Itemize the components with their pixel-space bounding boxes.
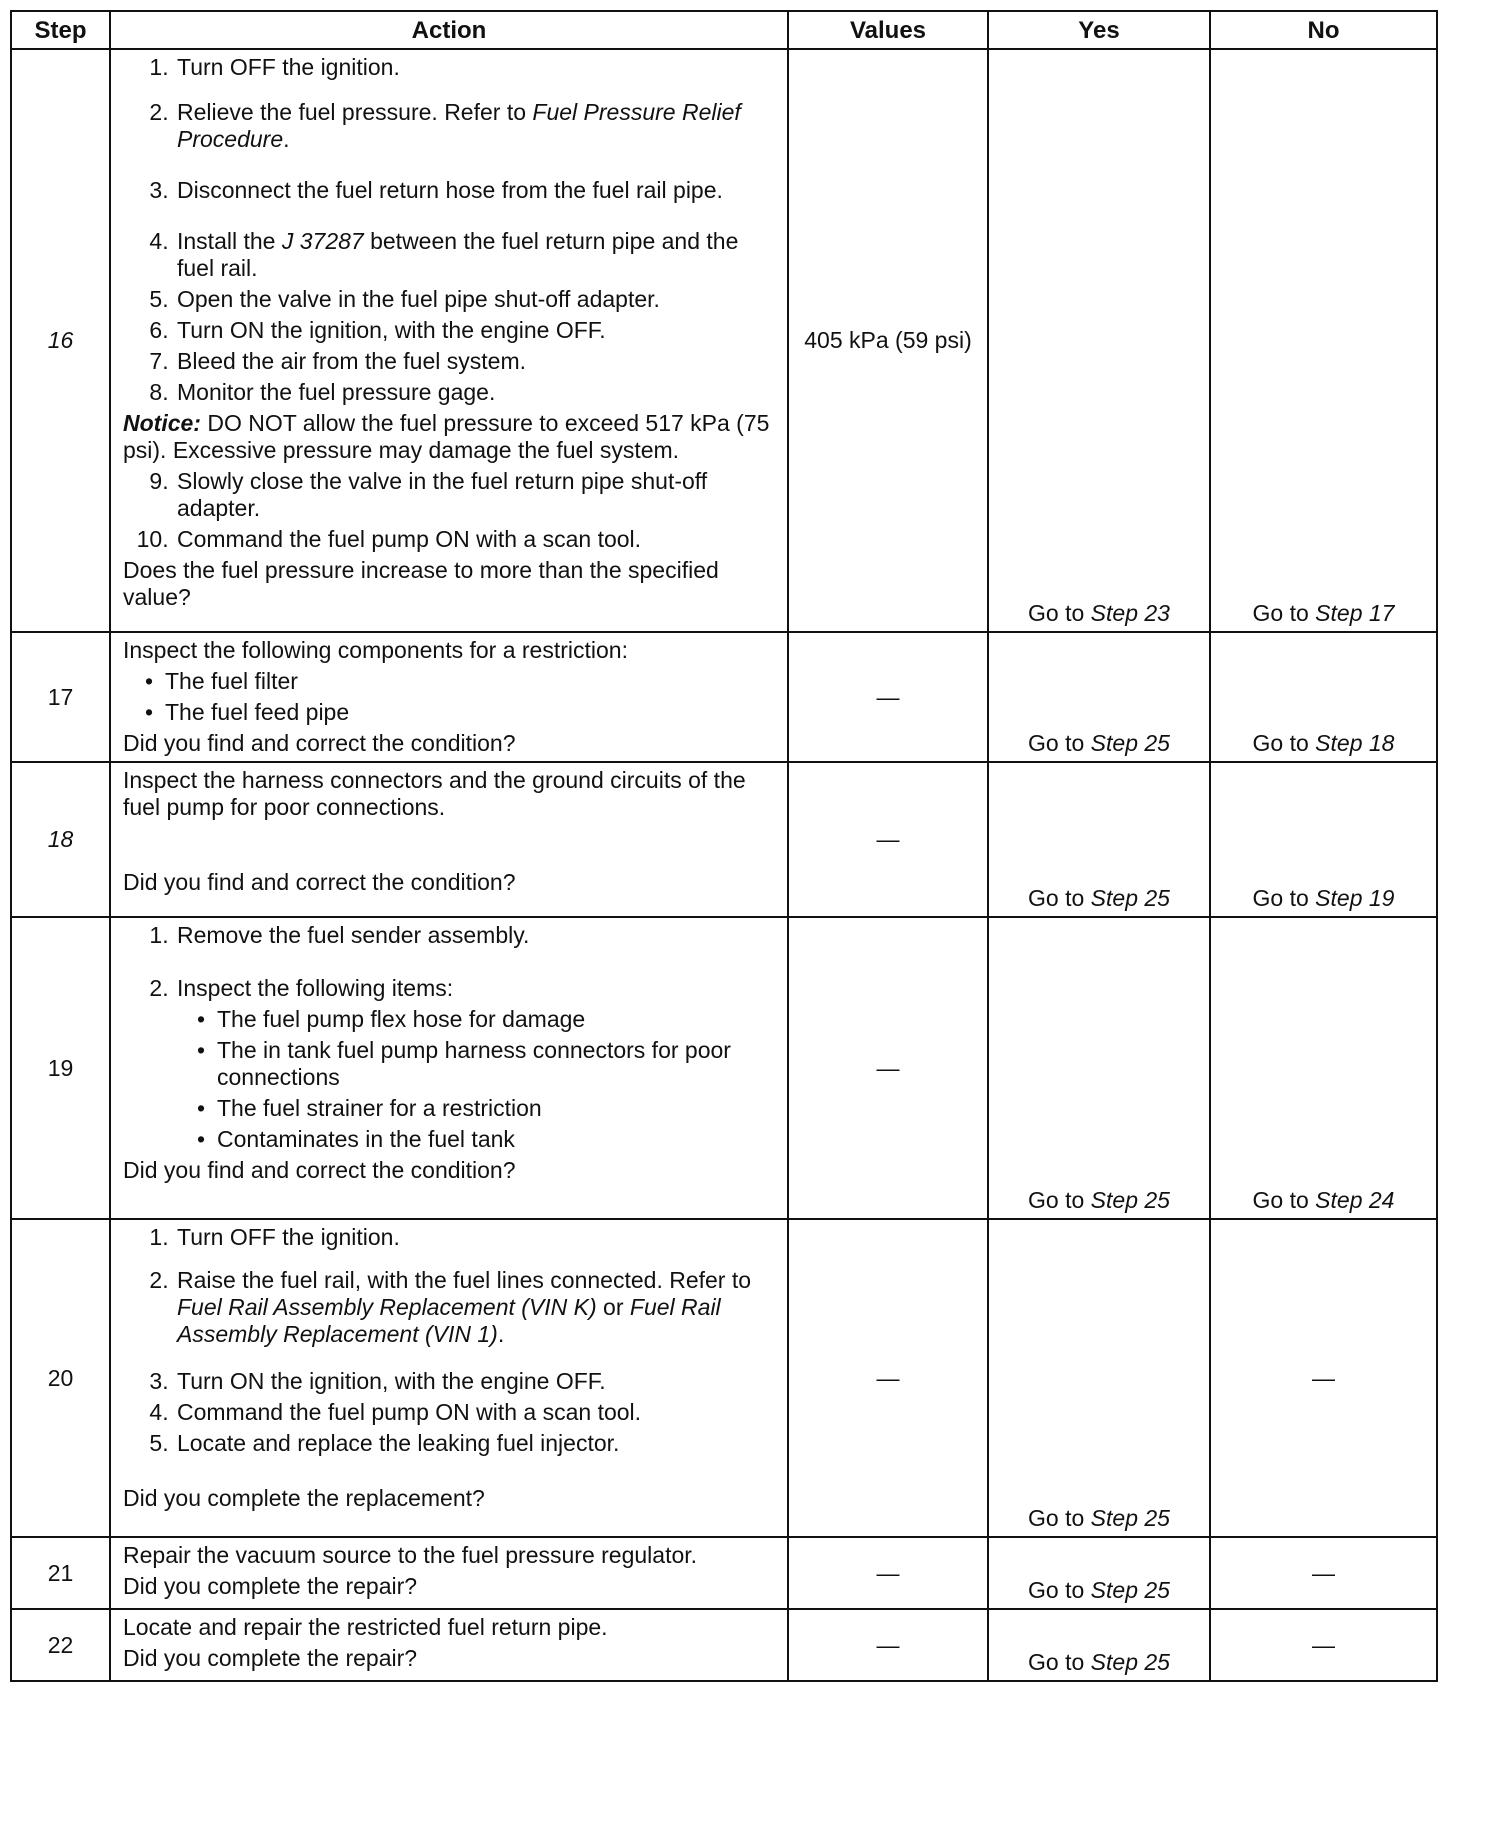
- bullet-item: • The fuel feed pipe: [165, 699, 779, 726]
- action-text: Inspect the following components for a restriction:: [123, 637, 628, 663]
- action-step: 4. Install the J 37287 between the fuel return pipe and the fuel rail.: [175, 228, 779, 282]
- header-no: No: [1210, 11, 1437, 49]
- action-step: 3. Disconnect the fuel return hose from the fuel rail pipe.: [175, 177, 779, 204]
- no-goto: —: [1210, 1219, 1437, 1537]
- step-number: 18: [11, 762, 110, 917]
- no-goto: Go to Step 17: [1210, 49, 1437, 632]
- yes-goto: Go to Step 25: [988, 1609, 1210, 1681]
- header-row: [11, 11, 1437, 49]
- bullet-list: [123, 668, 779, 726]
- step-number: 16: [11, 49, 110, 632]
- notice-label: Notice:: [123, 410, 201, 436]
- question: Did you find and correct the condition?: [123, 730, 516, 756]
- value: —: [788, 1609, 988, 1681]
- action-text: Locate and repair the restricted fuel return pipe.: [123, 1614, 608, 1640]
- table-row-step-17: [11, 632, 1437, 762]
- step-number: 17: [11, 632, 110, 762]
- action-steps: [123, 922, 779, 1002]
- step-number: 19: [11, 917, 110, 1219]
- action-steps: [123, 1224, 779, 1457]
- table-row-step-18: [11, 762, 1437, 917]
- yes-goto: Go to Step 25: [988, 1537, 1210, 1609]
- action-step: 2. Relieve the fuel pressure. Refer to Fuel Pressure Relief Procedure.: [175, 99, 779, 153]
- action-cell: [110, 1219, 788, 1537]
- action-step: 7. Bleed the air from the fuel system.: [175, 348, 779, 375]
- action-text: Repair the vacuum source to the fuel pressure regulator.: [123, 1542, 698, 1568]
- header-action: Action: [110, 11, 788, 49]
- bullet-list: [123, 1006, 779, 1153]
- value: —: [788, 762, 988, 917]
- question: Did you find and correct the condition?: [123, 869, 516, 895]
- question: Did you find and correct the condition?: [123, 1157, 516, 1183]
- action-step: 9. Slowly close the valve in the fuel return pipe shut-off adapter.: [175, 468, 779, 522]
- table-row-step-21: [11, 1537, 1437, 1609]
- question: Did you complete the repair?: [123, 1645, 418, 1671]
- question: Did you complete the replacement?: [123, 1485, 485, 1511]
- step-number: 21: [11, 1537, 110, 1609]
- action-cell: [110, 1609, 788, 1681]
- bullet-item: • The fuel filter: [165, 668, 779, 695]
- header-yes: Yes: [988, 11, 1210, 49]
- action-step: 2. Inspect the following items:: [175, 975, 779, 1002]
- no-goto: —: [1210, 1609, 1437, 1681]
- bullet-item: • The in tank fuel pump harness connectors for poor connections: [217, 1037, 779, 1091]
- value: —: [788, 917, 988, 1219]
- no-goto: Go to Step 18: [1210, 632, 1437, 762]
- yes-goto: Go to Step 23: [988, 49, 1210, 632]
- value: —: [788, 1537, 988, 1609]
- action-cell: [110, 762, 788, 917]
- action-step: 1. Turn OFF the ignition.: [175, 1224, 779, 1251]
- header-step: Step: [11, 11, 110, 49]
- action-cell: [110, 632, 788, 762]
- yes-goto: Go to Step 25: [988, 632, 1210, 762]
- step-number: 22: [11, 1609, 110, 1681]
- question: Did you complete the repair?: [123, 1573, 418, 1599]
- question: Does the fuel pressure increase to more than the specified value?: [123, 557, 719, 610]
- action-step: 8. Monitor the fuel pressure gage.: [175, 379, 779, 406]
- action-cell: [110, 1537, 788, 1609]
- table-row-step-16: [11, 49, 1437, 632]
- bullet-item: • Contaminates in the fuel tank: [217, 1126, 779, 1153]
- table-row-step-19: [11, 917, 1437, 1219]
- bullet-item: • The fuel strainer for a restriction: [217, 1095, 779, 1122]
- action-step: 3. Turn ON the ignition, with the engine OFF.: [175, 1368, 779, 1395]
- value: —: [788, 632, 988, 762]
- yes-goto: Go to Step 25: [988, 762, 1210, 917]
- no-goto: Go to Step 19: [1210, 762, 1437, 917]
- action-cell: [110, 917, 788, 1219]
- bullet-item: • The fuel pump flex hose for damage: [217, 1006, 779, 1033]
- no-goto: Go to Step 24: [1210, 917, 1437, 1219]
- value: 405 kPa (59 psi): [788, 49, 988, 632]
- action-step: 5. Open the valve in the fuel pipe shut-off adapter.: [175, 286, 779, 313]
- action-text: Inspect the harness connectors and the ground circuits of the fuel pump for poor connections.: [123, 767, 746, 820]
- action-steps: [123, 54, 779, 406]
- action-steps: [123, 468, 779, 553]
- table-row-step-22: [11, 1609, 1437, 1681]
- action-step: 1. Turn OFF the ignition.: [175, 54, 779, 81]
- yes-goto: Go to Step 25: [988, 917, 1210, 1219]
- table-row-step-20: [11, 1219, 1437, 1537]
- notice: Notice: DO NOT allow the fuel pressure to exceed 517 kPa (75 psi). Excessive pressure may damage the fuel system.: [123, 410, 770, 463]
- header-values: Values: [788, 11, 988, 49]
- no-goto: —: [1210, 1537, 1437, 1609]
- diagnostic-table: [10, 10, 1438, 1682]
- action-cell: [110, 49, 788, 632]
- action-step: 2. Raise the fuel rail, with the fuel lines connected. Refer to Fuel Rail Assembly Replacement (VIN K) or Fuel Rail Assembly Replacement (VIN 1).: [175, 1267, 779, 1348]
- action-step: 6. Turn ON the ignition, with the engine OFF.: [175, 317, 779, 344]
- yes-goto: Go to Step 25: [988, 1219, 1210, 1537]
- step-number: 20: [11, 1219, 110, 1537]
- value: —: [788, 1219, 988, 1537]
- action-step: 5. Locate and replace the leaking fuel injector.: [175, 1430, 779, 1457]
- action-step: 1. Remove the fuel sender assembly.: [175, 922, 779, 949]
- action-step: 10. Command the fuel pump ON with a scan tool.: [175, 526, 779, 553]
- action-step: 4. Command the fuel pump ON with a scan tool.: [175, 1399, 779, 1426]
